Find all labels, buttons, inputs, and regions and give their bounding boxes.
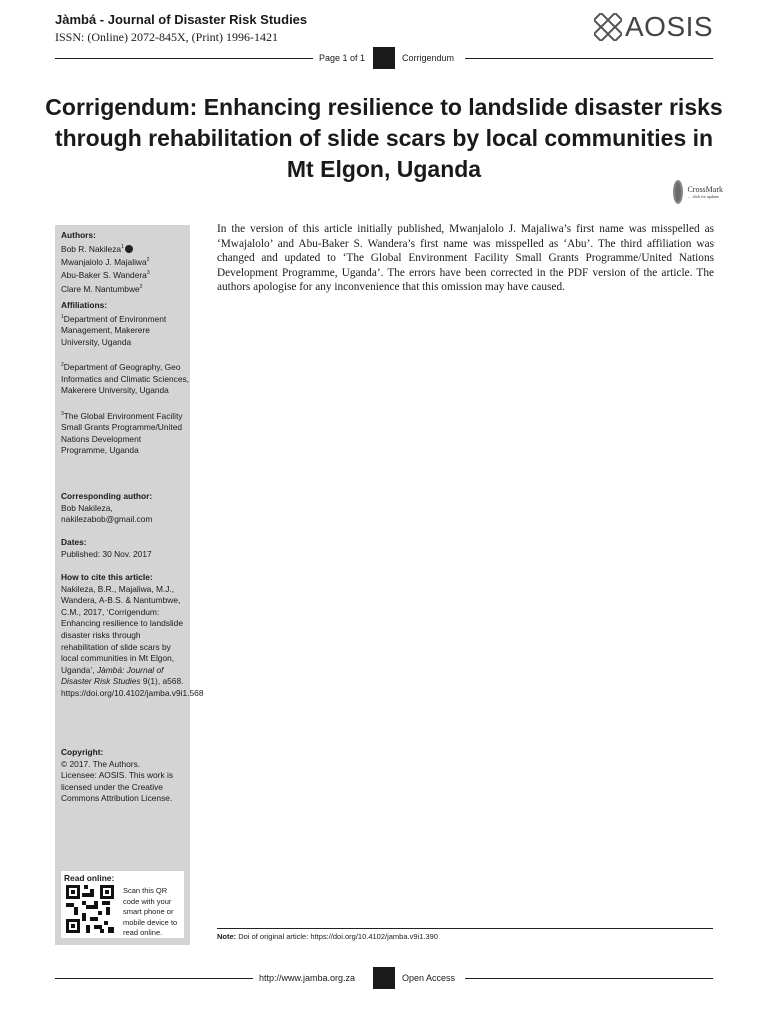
cite-section [61, 572, 204, 700]
copyright-section [61, 747, 189, 805]
citation-journal: Jàmbá: Journal of Disaster Risk Studies [61, 664, 164, 687]
citation-pre: Nakileza, B.R., Majaliwa, M.J., Wandera, A-B.S. & Nantumbwe, C.M., 2017, ‘Corrigendum: Enhancing resilience to landslide disaster risks through rehabilitation of slide scars by local communities in Mt Elgon, Uganda’, [61, 583, 183, 675]
corresponding-email[interactable]: nakilezabob@gmail.com [61, 514, 153, 525]
corrigendum-body: In the version of this article initially published, Mwanjalolo J. Majaliwa’s first name was misspelled as ‘Mwajalolo’ and Abu-Baker S. Wandera’s first name was misspelled as ‘Abu’. The third affiliation was changed and updated to ‘The Global Environment Facility Small Grants Programme/United Nations Development Programme, Uganda’. The errors have been corrected in the PDF version of the article. The authors apologise for any inconvenience that this omission may have caused. [217, 223, 714, 294]
author-sup: 3 [146, 270, 150, 277]
author-name: Mwanjalolo J. Majaliwa [61, 256, 147, 267]
aosis-logo-text: AOSIS [625, 11, 714, 42]
author-sup: 1 [121, 243, 124, 250]
affiliation-item [61, 360, 189, 397]
header-square [373, 47, 395, 69]
aosis-logo-icon [594, 13, 622, 41]
read-online-box [61, 871, 184, 938]
footer-rule-left [55, 978, 253, 979]
authors-section [61, 230, 189, 295]
footer-rule-right [465, 978, 713, 979]
affiliation-text: Department of Environment Management, Makerere University, Uganda [61, 313, 167, 347]
doi-note [217, 932, 438, 941]
affiliation-text: The Global Environment Facility Small Grants Programme/United Nations Development Programme, Uganda [61, 410, 183, 456]
note-rule [217, 928, 713, 929]
affiliation-item [61, 409, 189, 457]
cite-label: How to cite this article: [61, 572, 153, 582]
read-online-text: Scan this QR code with your smart phone or mobile device to read online. [123, 886, 178, 937]
affiliation-sup: 3 [61, 410, 64, 417]
section-label: Corrigendum [402, 53, 455, 63]
footer-square [373, 967, 395, 989]
affiliations-section [61, 300, 189, 457]
qr-code-icon[interactable] [66, 885, 114, 933]
citation-text [61, 583, 204, 700]
crossmark-icon [673, 180, 683, 204]
dates-label: Dates: [61, 537, 87, 547]
page-number: Page 1 of 1 [319, 53, 366, 63]
crossmark-badge[interactable] [673, 177, 723, 207]
citation-post[interactable]: 9(1), a568. https://doi.org/10.4102/jamba.v9i1.568 [61, 676, 204, 698]
corresponding-label: Corresponding author: [61, 491, 153, 501]
corresponding-section [61, 491, 189, 526]
affiliation-sup: 2 [61, 362, 64, 369]
read-online-label: Read online: [64, 873, 115, 883]
aosis-logo[interactable] [594, 12, 718, 42]
author-line [61, 242, 189, 255]
crossmark-sub: ← click for updates [687, 194, 720, 199]
author-name: Bob R. Nakileza [61, 243, 122, 254]
header-rule-right [465, 58, 713, 59]
authors-label: Authors: [61, 230, 96, 240]
author-name: Clare M. Nantumbwe [61, 283, 140, 294]
corresponding-name: Bob Nakileza, [61, 502, 113, 513]
copyright-text: © 2017. The Authors. Licensee: AOSIS. This work is licensed under the Creative Commons Attribution License. [61, 758, 174, 804]
author-line [61, 282, 189, 295]
affiliation-sup: 1 [61, 313, 64, 320]
author-line [61, 255, 189, 268]
affiliation-item [61, 312, 189, 349]
header-rule-left [55, 58, 313, 59]
author-sup: 2 [146, 256, 150, 263]
author-name: Abu-Baker S. Wandera [61, 270, 147, 281]
author-line [61, 268, 189, 281]
orcid-icon[interactable] [125, 245, 133, 253]
note-text[interactable]: Doi of original article: https://doi.org/10.4102/jamba.v9i1.390 [236, 932, 438, 941]
footer-access: Open Access [402, 973, 456, 983]
crossmark-label: CrossMark [687, 185, 723, 194]
affiliation-text: Department of Geography, Geo Informatics and Climatic Sciences, Makerere University, Uganda [61, 361, 189, 396]
published-date: Published: 30 Nov. 2017 [61, 548, 152, 559]
journal-title: Jàmbá - Journal of Disaster Risk Studies [55, 12, 308, 27]
copyright-label: Copyright: [61, 747, 104, 757]
article-title: Corrigendum: Enhancing resilience to landslide disaster risks through rehabilitation of slide scars by local communities in Mt Elgon, Uganda [45, 94, 723, 182]
dates-section [61, 537, 189, 560]
affiliations-label: Affiliations: [61, 300, 108, 310]
note-label: Note: [217, 932, 237, 941]
footer-url[interactable]: http://www.jamba.org.za [259, 973, 356, 983]
issn: ISSN: (Online) 2072-845X, (Print) 1996-1421 [55, 30, 278, 44]
author-sup: 2 [139, 283, 143, 290]
